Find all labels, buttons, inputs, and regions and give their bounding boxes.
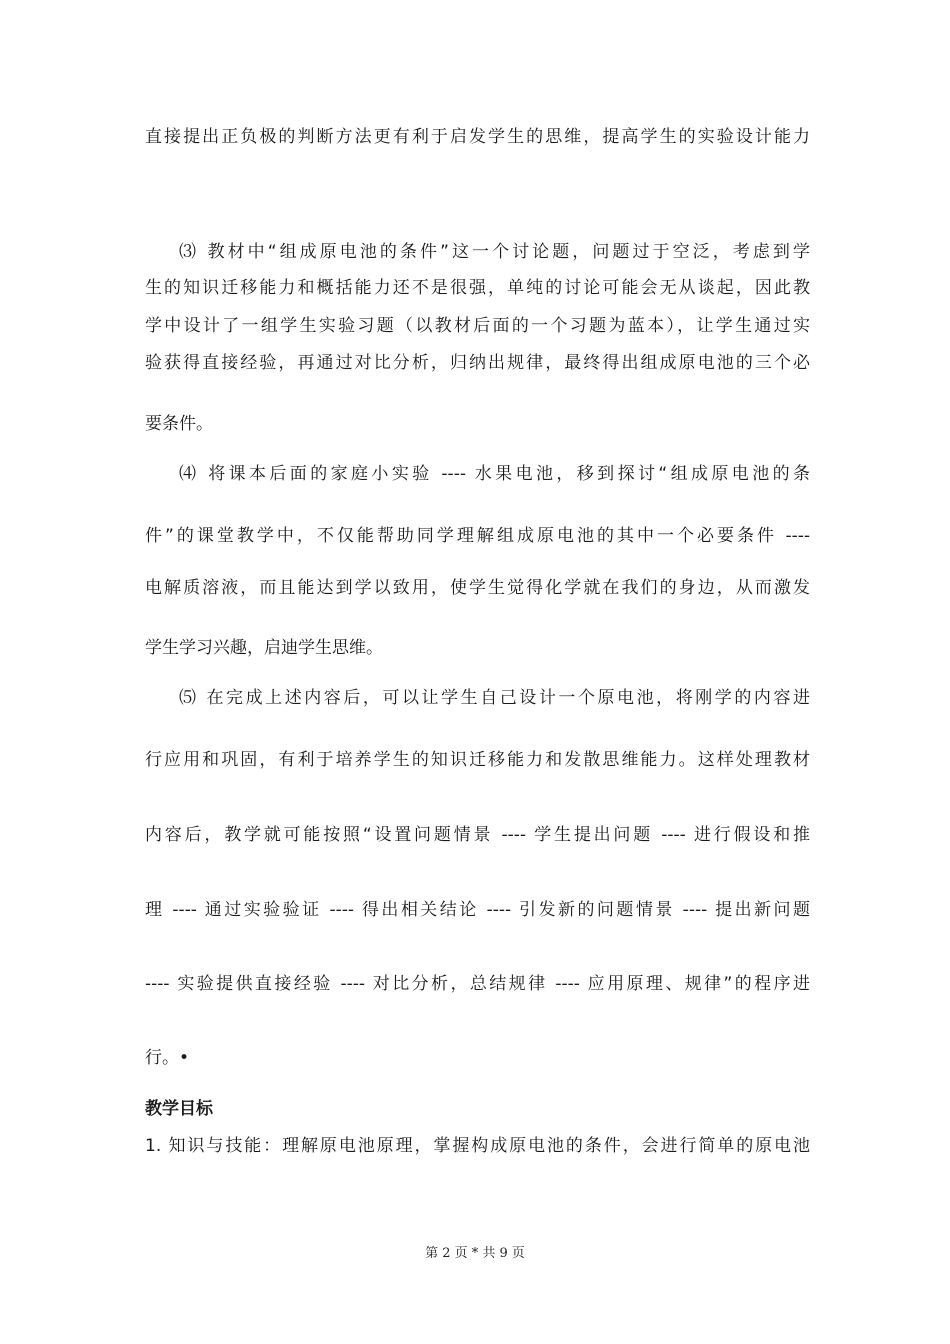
paragraph-line: ---- 实验提供直接经验 ---- 对比分析，总结规律 ---- 应用原理、规律”的程序进: [145, 974, 810, 994]
section-heading: 教学目标: [145, 1099, 213, 1119]
paragraph-line: 行。•: [145, 1048, 190, 1068]
paragraph-line: 理 ---- 通过实验验证 ---- 得出相关结论 ---- 引发新的问题情景 ---- 提出新问题: [145, 900, 810, 920]
paragraph-line: 学中设计了一组学生实验习题（以教材后面的一个习题为蓝本），让学生通过实: [145, 316, 810, 336]
paragraph-line: 电解质溶液，而且能达到学以致用，使学生觉得化学就在我们的身边，从而激发: [145, 578, 810, 598]
paragraph-line: 行应用和巩固，有利于培养学生的知识迁移能力和发散思维能力。这样处理教材: [145, 750, 810, 770]
page-footer: 第 2 页 * 共 9 页: [425, 1246, 525, 1261]
paragraph-line: 学生学习兴趣，启迪学生思维。: [145, 638, 383, 658]
paragraph-line: 生的知识迁移能力和概括能力还不是很强，单纯的讨论可能会无从谈起，因此教: [145, 278, 810, 298]
paragraph-line: 要条件。: [145, 414, 213, 434]
paragraph-line: ⑸ 在完成上述内容后，可以让学生自己设计一个原电池，将刚学的内容进: [179, 688, 810, 708]
paragraph-line: ⑶ 教材中“组成原电池的条件”这一个讨论题，问题过于空泛，考虑到学: [179, 242, 810, 262]
paragraph-line: 件”的课堂教学中，不仅能帮助同学理解组成原电池的其中一个必要条件 ----: [145, 526, 810, 546]
paragraph-line: 直接提出正负极的判断方法更有利于启发学生的思维，提高学生的实验设计能力: [145, 127, 810, 147]
paragraph-line: ⑷ 将课本后面的家庭小实验 ---- 水果电池，移到探讨“组成原电池的条: [179, 464, 810, 484]
objective-line: 1. 知识与技能：理解原电池原理，掌握构成原电池的条件，会进行简单的原电池: [145, 1136, 810, 1156]
paragraph-line: 内容后，教学就可能按照“设置问题情景 ---- 学生提出问题 ---- 进行假设和推: [145, 825, 810, 845]
paragraph-line: 验获得直接经验，再通过对比分析，归纳出规律，最终得出组成原电池的三个必: [145, 353, 810, 373]
